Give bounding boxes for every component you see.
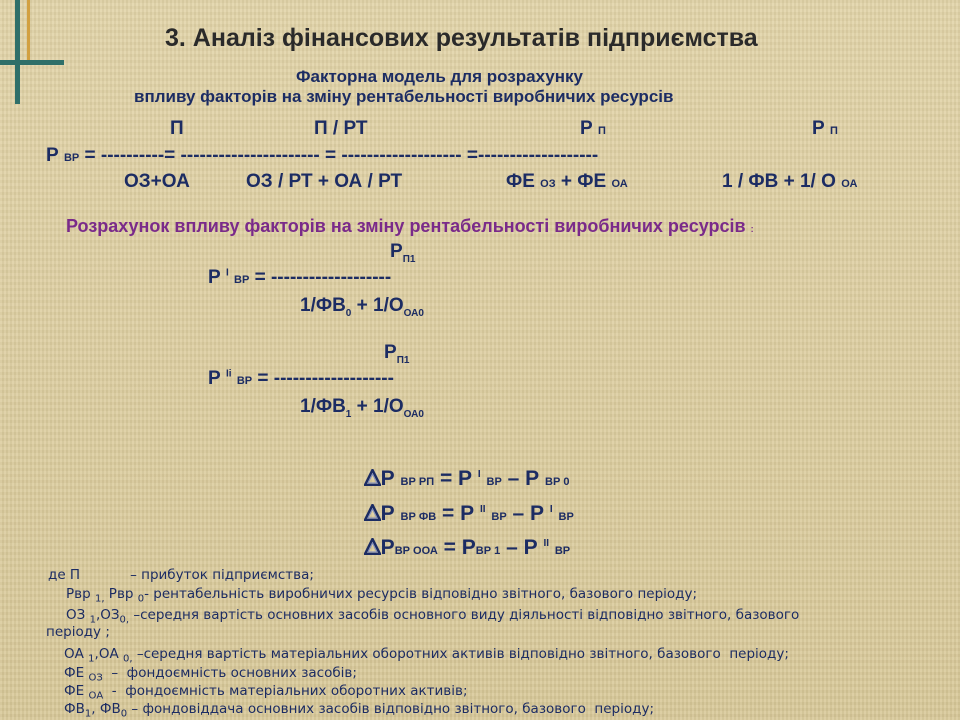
delta-formula-3: РВР ООА = РВР 1 – Р $^{ІІ}$ ВР	[352, 512, 570, 560]
calc2-denominator: $1/ФВ_1 + 1/О_{ОА0}$	[300, 396, 424, 420]
corner-horizontal-line	[0, 60, 64, 65]
legend-line-3: ОЗ $_1,ОЗ_{0,}$ –середня вартість основних засобів основного виду діяльності відповідно звітного, базового	[66, 607, 800, 626]
model-numerator-1: П	[170, 118, 184, 139]
model-denominator-2: ОЗ / РТ + ОА / РТ	[246, 171, 403, 192]
model-numerator-2: П / РТ	[314, 118, 368, 139]
calc-heading: Розрахунок впливу факторів на зміну рентабельності виробничих ресурсів :	[66, 216, 754, 236]
page-title: 3. Аналіз фінансових результатів підприємства	[165, 24, 758, 52]
model-subtitle-2: впливу факторів на зміну рентабельності виробничих ресурсів	[134, 87, 674, 106]
legend-line-1: де П – прибуток підприємства;	[48, 567, 314, 583]
model-numerator-4: Р П	[812, 118, 838, 139]
calc2-main-line: Р $^{Іі}$ ВР = -------------------	[208, 368, 394, 389]
model-subtitle-1: Факторна модель для розрахунку	[296, 67, 583, 86]
calc2-numerator: $Р_{П1}$	[384, 342, 410, 366]
legend-line-6: ФЕ $_{ОЗ}$ – фондоємність основних засобів;	[64, 665, 357, 684]
model-denominator-4: 1 / ФВ + 1/ О ОА	[722, 171, 858, 192]
delta-icon	[364, 538, 381, 555]
delta-formula-2: Р ВР ФВ = Р $^{ІІ}$ ВР – Р $^І$ ВР	[352, 478, 574, 526]
corner-accent-vertical	[27, 0, 30, 60]
model-numerator-3: Р П	[580, 118, 606, 139]
corner-vertical-line	[15, 0, 20, 104]
legend-line-8: $ФВ_1$, $ФВ_0$ – фондовіддача основних засобів відповідно звітного, базового періоду;	[64, 701, 654, 720]
model-denominator-1: ОЗ+ОА	[124, 171, 190, 192]
legend-line-5: ОА $_1$,ОА $_{0,}$ –середня вартість матеріальних оборотних активів відповідно звітного, базового періоду;	[64, 646, 789, 665]
model-main-line: Р ВР = ----------= ---------------------- = ------------------- =-------------------	[46, 145, 599, 166]
calc1-denominator: $1/ФВ_0 + 1/О_{ОА0}$	[300, 295, 424, 319]
legend-line-7: ФЕ $_{ОА}$ - фондоємність матеріальних оборотних активів;	[64, 683, 468, 702]
legend-line-4: періоду ;	[46, 624, 110, 640]
calc1-main-line: Р $^І$ ВР = -------------------	[208, 267, 392, 288]
legend-line-2: Рвр $_{1,}$ Рвр $_0$- рентабельність виробничих ресурсів відповідно звітного, базового періоду;	[66, 586, 698, 605]
delta-formula-1: Р ВР РП = Р $^І$ ВР – Р ВР 0	[352, 443, 569, 491]
model-denominator-3: ФЕ ОЗ + ФЕ ОА	[506, 171, 628, 192]
calc1-numerator: $Р_{П1}$	[390, 241, 416, 265]
